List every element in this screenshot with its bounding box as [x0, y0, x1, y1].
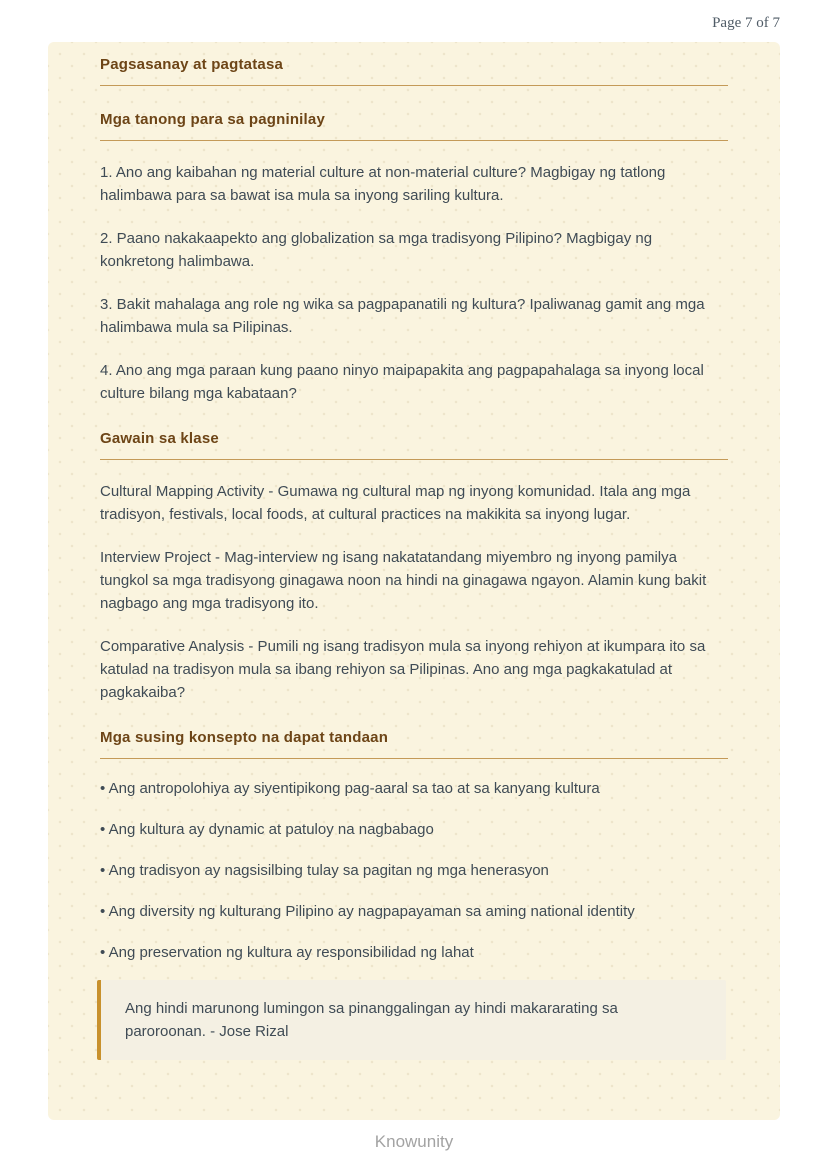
heading-rule: [100, 85, 728, 86]
activity-item-2: Interview Project - Mag-interview ng isang nakatatandang miyembro ng inyong pamilya tungkol sa mga tradisyong ginagawa noon na hindi na ginagawa ngayon. Alamin kung bakit nagbago ang mga tradisyong ito.: [100, 549, 707, 612]
concept-bullet-3: • Ang tradisyon ay nagsisilbing tulay sa pagitan ng mga henerasyon: [100, 862, 549, 879]
quote-block: [97, 980, 726, 1060]
concept-bullet-5: • Ang preservation ng kultura ay responsibilidad ng lahat: [100, 944, 474, 961]
heading-rule: [100, 140, 728, 141]
page-indicator: Page 7 of 7: [712, 15, 780, 31]
quote-text: Ang hindi marunong lumingon sa pinanggalingan ay hindi makararating sa paroroonan. - Jose Rizal: [125, 1000, 618, 1040]
section-konsepto: [100, 729, 728, 964]
document-card: [48, 42, 780, 1120]
section-heading-tanong: Mga tanong para sa pagninilay: [100, 111, 326, 128]
question-item-4: 4. Ano ang mga paraan kung paano ninyo maipapakita ang pagpapahalaga sa inyong local culture bilang mga kabataan?: [100, 362, 704, 402]
question-item-3: 3. Bakit mahalaga ang role ng wika sa pagpapanatili ng kultura? Ipaliwanag gamit ang mga halimbawa mula sa Pilipinas.: [100, 296, 705, 336]
activity-item-1: Cultural Mapping Activity - Gumawa ng cultural map ng inyong komunidad. Itala ang mga tradisyon, festivals, local foods, at cultural practices na makikita sa inyong lugar.: [100, 483, 691, 523]
concept-bullet-2: • Ang kultura ay dynamic at patuloy na nagbabago: [100, 821, 434, 838]
concept-bullet-4: • Ang diversity ng kulturang Pilipino ay nagpapayaman sa aming national identity: [100, 903, 635, 920]
question-item-2: 2. Paano nakakaapekto ang globalization sa mga tradisyong Pilipino? Magbigay ng konkretong halimbawa.: [100, 230, 653, 270]
section-tanong: [100, 111, 728, 405]
activity-item-3: Comparative Analysis - Pumili ng isang tradisyon mula sa inyong rehiyon at ikumpara ito sa katulad na tradisyon mula sa ibang rehiyon sa Pilipinas. Ano ang mga pagkakatulad at pagkakaiba?: [100, 638, 706, 701]
question-item-1: 1. Ano ang kaibahan ng material culture at non-material culture? Magbigay ng tatlong halimbawa para sa bawat isa mula sa inyong sariling kultura.: [100, 164, 666, 204]
heading-rule: [100, 758, 728, 759]
heading-rule: [100, 459, 728, 460]
section-heading-gawain: Gawain sa klase: [100, 430, 219, 447]
section-heading-pagsasanay: Pagsasanay at pagtatasa: [100, 56, 284, 73]
concept-bullet-1: • Ang antropolohiya ay siyentipikong pag-aaral sa tao at sa kanyang kultura: [100, 780, 600, 797]
section-heading-konsepto: Mga susing konsepto na dapat tandaan: [100, 729, 389, 746]
section-gawain: [100, 430, 728, 704]
footer-brand: Knowunity: [374, 1132, 454, 1151]
section-pagsasanay: [100, 56, 728, 86]
